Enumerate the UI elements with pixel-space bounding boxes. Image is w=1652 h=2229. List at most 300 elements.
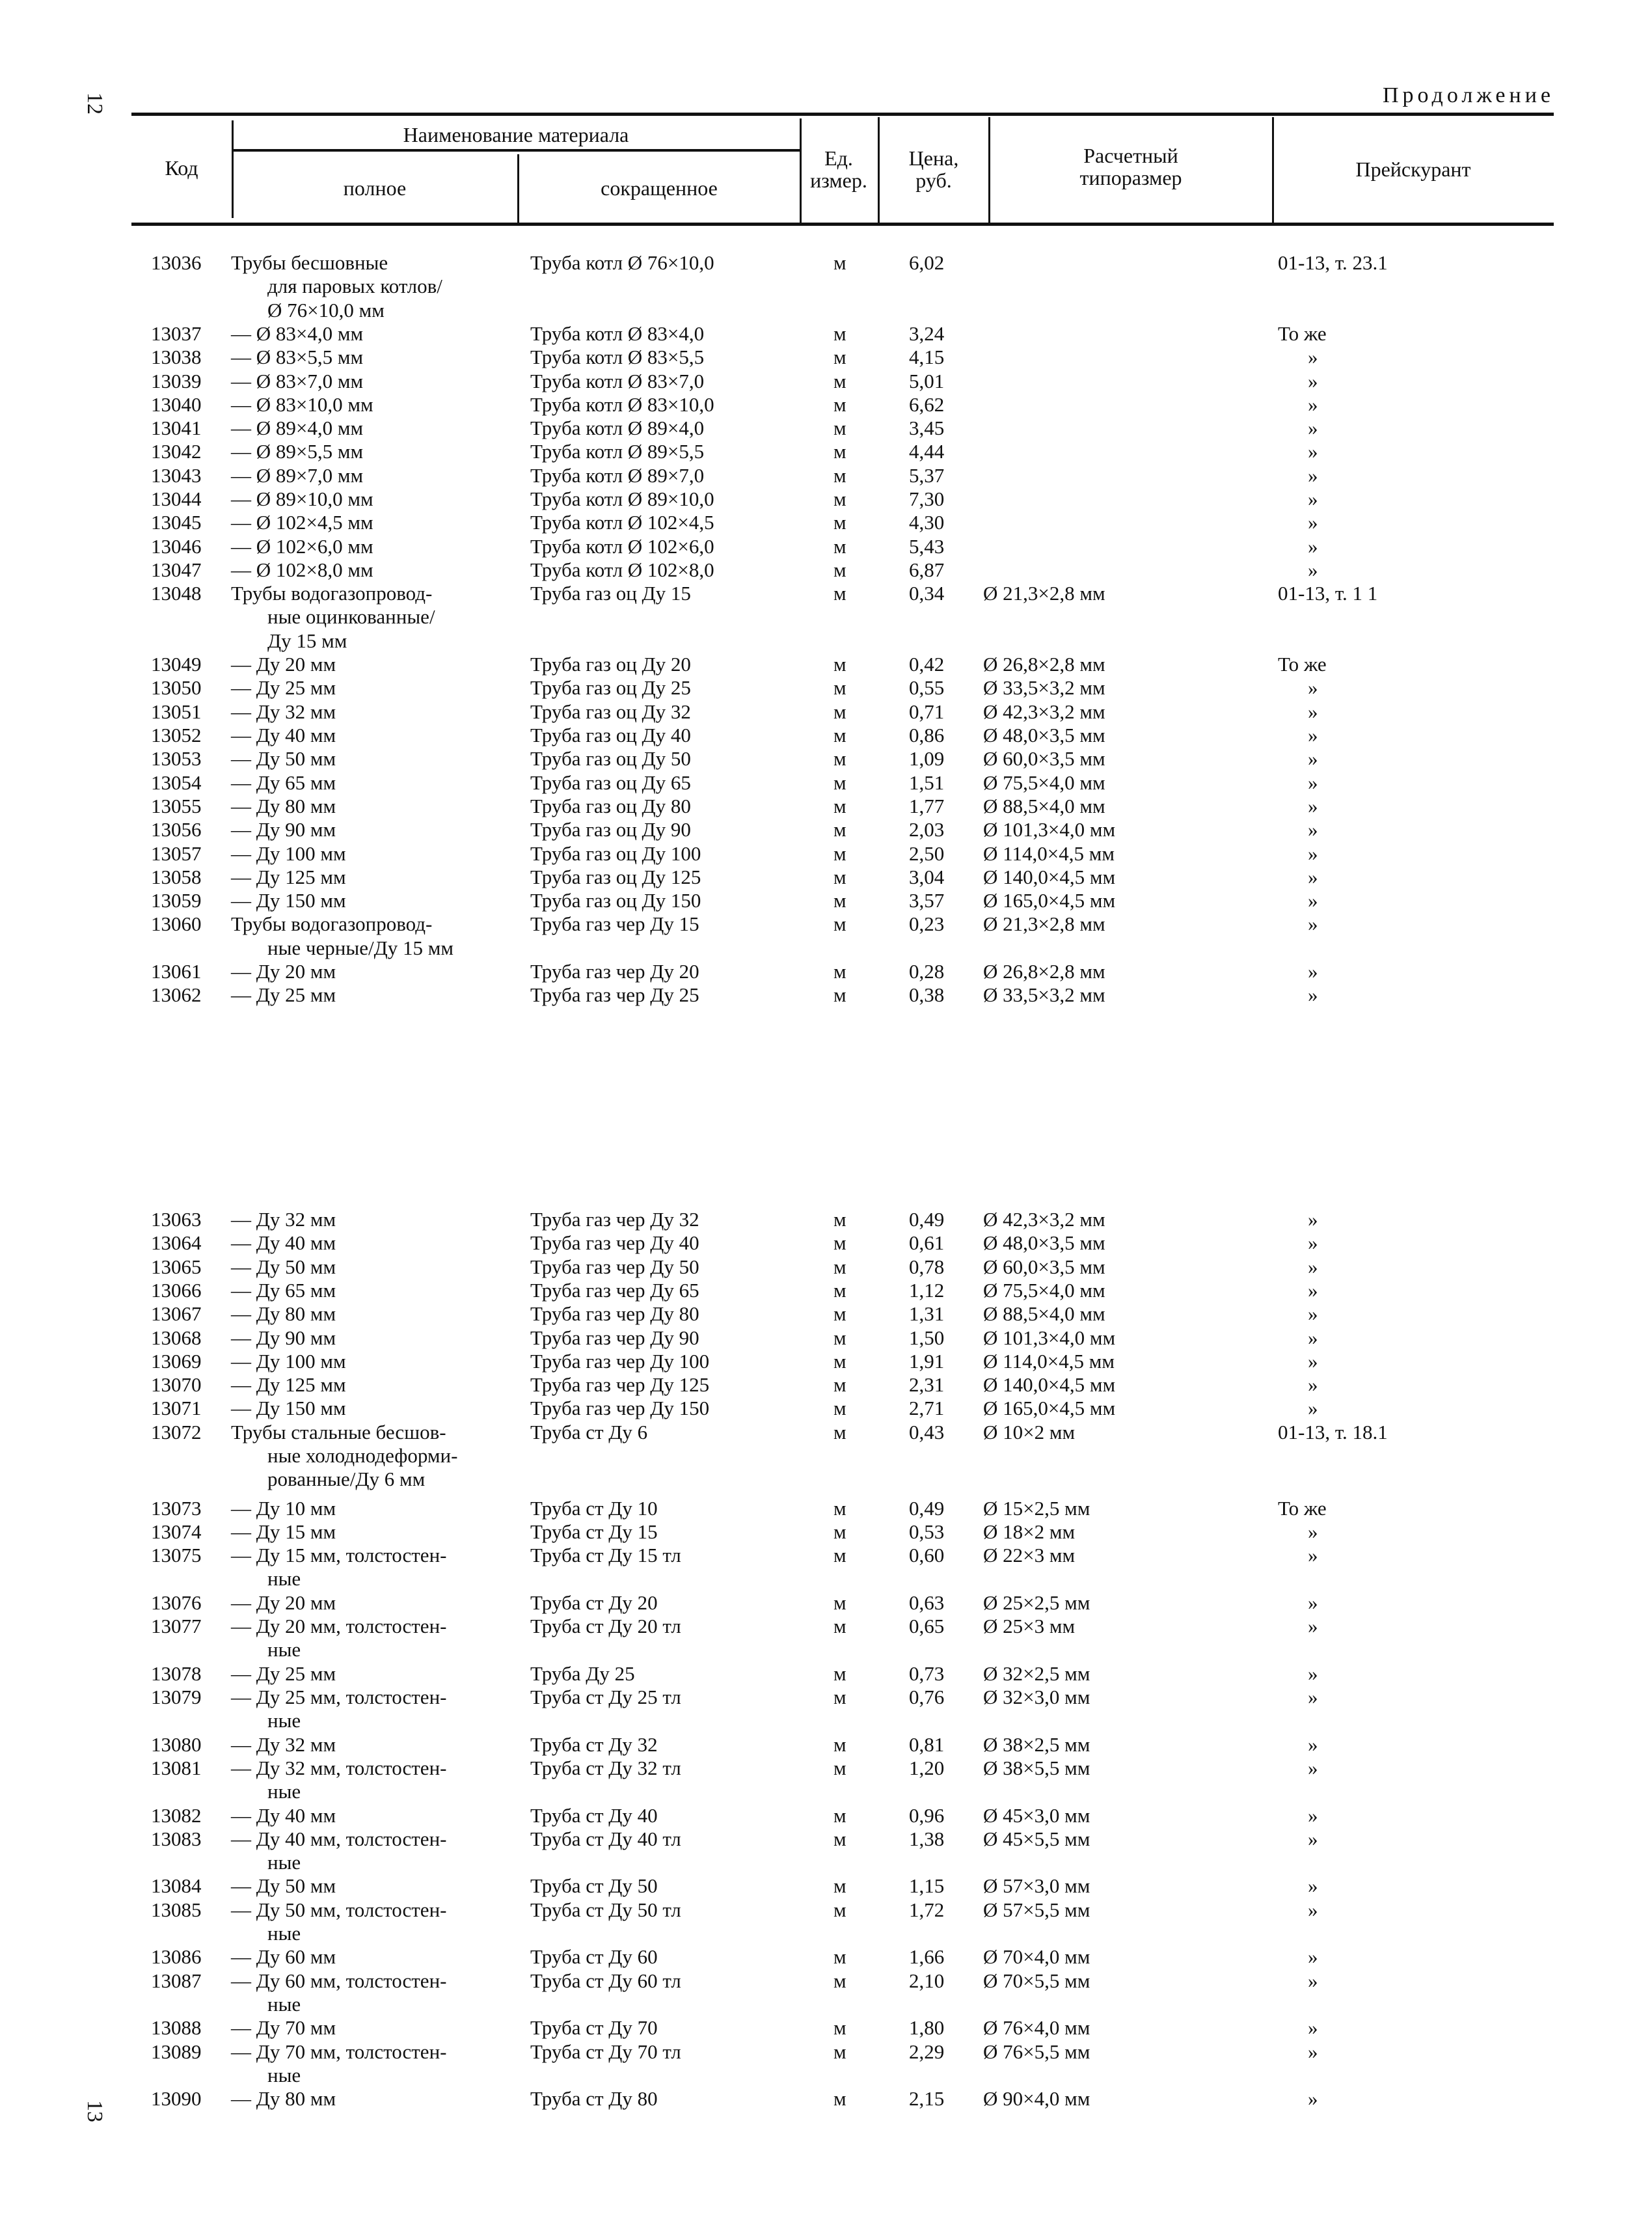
item-full-name [231, 1397, 346, 1420]
full-name-line: — Ø 83×7,0 мм [231, 369, 364, 392]
item-unit: м [833, 1496, 846, 1520]
item-code: 13063 [151, 1208, 202, 1231]
item-pricelist: » [1308, 2040, 1318, 2063]
item-unit: м [833, 1969, 846, 1992]
item-short-name: Труба котл Ø 83×10,0 [530, 392, 714, 416]
full-name-line: — Ду 25 мм [231, 983, 336, 1007]
item-short-name: Труба ст Ду 32 [530, 1732, 658, 1756]
item-size: Ø 70×5,5 мм [983, 1969, 1090, 1992]
item-size: Ø 75,5×4,0 мм [983, 1278, 1105, 1302]
item-pricelist: То же [1278, 653, 1327, 676]
item-full-name [231, 1208, 336, 1231]
item-size: Ø 22×3 мм [983, 1544, 1076, 1567]
item-full-name [231, 771, 336, 795]
item-price: 0,78 [909, 1255, 945, 1278]
item-price: 3,04 [909, 865, 945, 888]
item-code: 13056 [151, 818, 202, 841]
item-price: 0,71 [909, 700, 945, 723]
item-short-name: Труба котл Ø 102×4,5 [530, 511, 714, 534]
item-unit: м [833, 534, 846, 558]
item-short-name: Труба газ оц Ду 90 [530, 818, 691, 841]
item-code: 13047 [151, 558, 202, 581]
item-price: 4,15 [909, 346, 945, 369]
item-size: Ø 101,3×4,0 мм [983, 818, 1116, 841]
item-code: 13066 [151, 1278, 202, 1302]
item-size: Ø 88,5×4,0 мм [983, 794, 1105, 817]
item-short-name: Труба газ чер Ду 150 [530, 1397, 710, 1420]
full-name-line: — Ø 102×8,0 мм [231, 558, 373, 581]
full-name-line: — Ду 25 мм [231, 676, 336, 700]
item-unit: м [833, 1302, 846, 1326]
item-short-name: Труба Ду 25 [530, 1661, 635, 1685]
item-full-name [231, 724, 336, 747]
item-price: 0,73 [909, 1661, 945, 1685]
full-name-line: — Ø 102×6,0 мм [231, 534, 373, 558]
item-full-name [231, 370, 363, 393]
item-code: 13064 [151, 1231, 202, 1255]
full-name-line: — Ду 15 мм, толстостен- [231, 1544, 447, 1567]
item-short-name: Труба газ оц Ду 150 [530, 889, 701, 912]
item-price: 5,01 [909, 369, 945, 392]
full-name-line: — Ду 125 мм [231, 1373, 346, 1397]
item-pricelist: » [1308, 1732, 1318, 1756]
full-name-line: — Ду 50 мм [231, 747, 336, 771]
item-size: Ø 42,3×3,2 мм [983, 1208, 1105, 1231]
full-name-line: ные [267, 2063, 301, 2086]
item-code: 13081 [151, 1756, 202, 1779]
full-name-line: — Ду 70 мм, толстостен- [231, 2040, 447, 2063]
item-size: Ø 33,5×3,2 мм [983, 676, 1105, 700]
item-price: 0,42 [909, 653, 945, 676]
item-short-name: Труба котл Ø 83×5,5 [530, 346, 705, 369]
full-name-line: — Ду 50 мм [231, 1255, 336, 1278]
full-name-line: для паровых котлов/ [267, 275, 442, 298]
item-unit: м [833, 1544, 846, 1567]
item-size: Ø 114,0×4,5 мм [983, 841, 1115, 865]
item-price: 1,51 [909, 771, 945, 794]
item-code: 13054 [151, 771, 202, 794]
item-pricelist: То же [1278, 1496, 1327, 1520]
item-short-name: Труба газ оц Ду 65 [530, 771, 691, 794]
item-full-name [231, 2087, 336, 2111]
item-unit: м [833, 1208, 846, 1231]
item-price: 0,76 [909, 1686, 945, 1708]
item-short-name: Труба котл Ø 89×4,0 [530, 417, 705, 440]
item-unit: м [833, 321, 846, 345]
item-short-name: Труба газ оц Ду 15 [530, 582, 691, 605]
item-size: Ø 76×4,0 мм [983, 2016, 1090, 2040]
item-unit: м [833, 417, 846, 440]
item-pricelist: » [1308, 369, 1318, 392]
item-code: 13087 [151, 1969, 202, 1992]
item-full-name [231, 2040, 446, 2088]
item-price: 3,24 [909, 321, 945, 345]
full-name-line: — Ду 90 мм [231, 818, 336, 841]
full-name-line: ные [267, 1567, 301, 1591]
page-number-bottom: 13 [83, 2100, 107, 2122]
item-size: Ø 57×5,5 мм [983, 1898, 1090, 1921]
item-pricelist: » [1308, 841, 1318, 865]
item-unit: м [833, 1255, 846, 1278]
item-short-name: Труба котл Ø 102×8,0 [530, 558, 714, 581]
item-size: Ø 25×2,5 мм [983, 1591, 1090, 1614]
item-pricelist: » [1308, 771, 1318, 794]
item-size: Ø 15×2,5 мм [983, 1496, 1090, 1520]
full-name-line: — Ду 100 мм [231, 1349, 346, 1373]
item-pricelist: » [1308, 392, 1318, 416]
item-short-name: Труба газ оц Ду 100 [530, 841, 701, 865]
item-code: 13089 [151, 2040, 202, 2063]
item-full-name [231, 866, 346, 889]
item-code: 13067 [151, 1302, 202, 1326]
full-name-line: — Ду 40 мм, толстостен- [231, 1827, 447, 1850]
item-pricelist: » [1308, 912, 1318, 936]
item-short-name: Труба ст Ду 10 [530, 1496, 658, 1520]
item-unit: м [833, 841, 846, 865]
item-unit: м [833, 771, 846, 794]
item-code: 13059 [151, 889, 202, 912]
item-code: 13076 [151, 1591, 202, 1614]
item-code: 13043 [151, 463, 202, 487]
item-full-name [231, 393, 373, 417]
full-name-line: — Ду 65 мм [231, 1278, 336, 1302]
item-size: Ø 165,0×4,5 мм [983, 1397, 1116, 1420]
full-name-line: — Ду 25 мм, толстостен- [231, 1686, 447, 1708]
item-short-name: Труба газ чер Ду 15 [530, 912, 699, 936]
item-unit: м [833, 889, 846, 912]
item-short-name: Труба газ оц Ду 80 [530, 794, 691, 817]
item-full-name [231, 1686, 446, 1733]
item-full-name [231, 1945, 336, 1969]
item-code: 13082 [151, 1803, 202, 1827]
item-short-name: Труба газ чер Ду 25 [530, 983, 699, 1007]
full-name-line: — Ду 80 мм [231, 794, 336, 817]
item-full-name [231, 582, 435, 653]
header-top-rule [131, 113, 1554, 116]
item-pricelist: » [1308, 700, 1318, 723]
item-size: Ø 45×5,5 мм [983, 1827, 1090, 1850]
item-price: 0,38 [909, 983, 945, 1007]
item-short-name: Труба котл Ø 89×7,0 [530, 463, 705, 487]
full-name-line: — Ду 20 мм [231, 1591, 336, 1614]
item-unit: м [833, 1420, 846, 1443]
item-price: 3,45 [909, 417, 945, 440]
item-size: Ø 10×2 мм [983, 1420, 1076, 1443]
item-pricelist: » [1308, 724, 1318, 746]
item-code: 13079 [151, 1686, 202, 1708]
item-short-name: Труба газ чер Ду 20 [530, 960, 699, 983]
full-name-line: — Ду 40 мм [231, 724, 336, 746]
full-name-line: — Ду 32 мм, толстостен- [231, 1756, 447, 1779]
item-short-name: Труба газ чер Ду 100 [530, 1349, 710, 1373]
item-price: 0,43 [909, 1420, 945, 1443]
item-price: 0,49 [909, 1208, 945, 1231]
item-code: 13051 [151, 700, 202, 723]
item-full-name [231, 1874, 336, 1898]
full-name-line: — Ду 40 мм [231, 1231, 336, 1255]
item-short-name: Труба котл Ø 83×4,0 [530, 321, 705, 345]
item-pricelist: » [1308, 1591, 1318, 1614]
full-name-line: — Ду 150 мм [231, 1397, 346, 1420]
item-code: 13068 [151, 1326, 202, 1349]
full-name-line: — Ду 15 мм [231, 1520, 336, 1543]
item-unit: м [833, 1520, 846, 1543]
item-size: Ø 60,0×3,5 мм [983, 747, 1105, 771]
item-price: 0,81 [909, 1732, 945, 1756]
full-name-line: — Ду 90 мм [231, 1326, 336, 1349]
item-code: 13075 [151, 1544, 202, 1567]
item-code: 13038 [151, 346, 202, 369]
item-full-name [231, 676, 336, 700]
item-unit: м [833, 1397, 846, 1420]
item-full-name [231, 1827, 446, 1875]
item-short-name: Труба ст Ду 20 тл [530, 1615, 681, 1638]
item-size: Ø 75,5×4,0 мм [983, 771, 1105, 794]
header-name-group: Наименование материала [403, 123, 629, 146]
full-name-line: — Ду 150 мм [231, 889, 346, 912]
header-pricelist: Прейскурант [1355, 157, 1471, 181]
item-size: Ø 70×4,0 мм [983, 1945, 1090, 1969]
full-name-line: — Ду 80 мм [231, 1302, 336, 1326]
item-price: 1,72 [909, 1898, 945, 1921]
item-price: 1,50 [909, 1326, 945, 1349]
header-price-line2: руб. [915, 169, 952, 192]
item-short-name: Труба газ оц Ду 125 [530, 865, 701, 888]
item-price: 0,28 [909, 960, 945, 983]
item-full-name [231, 558, 373, 582]
item-unit: м [833, 794, 846, 817]
full-name-line: — Ду 100 мм [231, 841, 346, 865]
item-unit: м [833, 700, 846, 723]
item-pricelist: » [1308, 1756, 1318, 1779]
item-price: 2,71 [909, 1397, 945, 1420]
full-name-line: — Ду 32 мм [231, 1208, 336, 1231]
item-pricelist: » [1308, 1661, 1318, 1685]
item-short-name: Труба ст Ду 15 [530, 1520, 658, 1543]
item-full-name [231, 700, 336, 724]
item-full-name [231, 251, 442, 322]
item-unit: м [833, 1278, 846, 1302]
item-short-name: Труба котл Ø 76×10,0 [530, 251, 714, 274]
item-unit: м [833, 912, 846, 936]
item-unit: м [833, 1373, 846, 1397]
item-full-name [231, 818, 336, 841]
item-pricelist: » [1308, 487, 1318, 510]
item-full-name [231, 1421, 457, 1492]
item-short-name: Труба газ чер Ду 50 [530, 1255, 699, 1278]
full-name-line: — Ду 125 мм [231, 865, 346, 888]
item-unit: м [833, 747, 846, 771]
item-pricelist: » [1308, 1397, 1318, 1420]
item-size: Ø 18×2 мм [983, 1520, 1076, 1543]
item-pricelist: » [1308, 1255, 1318, 1278]
item-full-name [231, 1231, 336, 1255]
full-name-line: рованные/Ду 6 мм [267, 1468, 426, 1491]
item-price: 1,12 [909, 1278, 945, 1302]
item-full-name [231, 2016, 336, 2040]
item-pricelist: » [1308, 1898, 1318, 1921]
item-full-name [231, 889, 346, 912]
item-short-name: Труба газ оц Ду 25 [530, 676, 691, 700]
item-short-name: Труба газ чер Ду 125 [530, 1373, 710, 1397]
item-code: 13078 [151, 1661, 202, 1685]
item-full-name [231, 1302, 336, 1326]
item-short-name: Труба газ оц Ду 50 [530, 747, 691, 771]
item-pricelist: » [1308, 417, 1318, 440]
header-code: Код [165, 156, 198, 180]
header-bottom-rule [131, 223, 1554, 226]
item-unit: м [833, 865, 846, 888]
item-code: 13080 [151, 1732, 202, 1756]
item-pricelist: » [1308, 794, 1318, 817]
item-pricelist: » [1308, 1231, 1318, 1255]
item-size: Ø 32×2,5 мм [983, 1661, 1090, 1685]
item-short-name: Труба ст Ду 50 [530, 1874, 658, 1898]
item-pricelist: То же [1278, 321, 1327, 345]
full-name-line: — Ду 32 мм [231, 700, 336, 723]
item-pricelist: » [1308, 747, 1318, 771]
item-code: 13072 [151, 1420, 202, 1443]
item-short-name: Труба ст Ду 25 тл [530, 1686, 681, 1708]
item-unit: м [833, 818, 846, 841]
item-pricelist: » [1308, 1803, 1318, 1827]
item-short-name: Труба ст Ду 15 тл [530, 1544, 681, 1567]
item-short-name: Труба ст Ду 60 тл [530, 1969, 681, 1992]
full-name-line: Ду 15 мм [267, 629, 347, 652]
item-full-name [231, 795, 336, 818]
item-pricelist: » [1308, 1686, 1318, 1708]
item-pricelist: » [1308, 983, 1318, 1007]
item-pricelist: » [1308, 463, 1318, 487]
full-name-line: — Ду 40 мм [231, 1803, 336, 1827]
full-name-line: ные [267, 1921, 301, 1945]
full-name-line: — Ду 70 мм [231, 2016, 336, 2040]
item-short-name: Труба ст Ду 80 [530, 2087, 658, 2111]
item-full-name [231, 1662, 336, 1686]
item-code: 13052 [151, 724, 202, 746]
item-price: 4,30 [909, 511, 945, 534]
full-name-line: ные холоднодеформи- [267, 1443, 458, 1467]
item-pricelist: 01-13, т. 1 1 [1278, 582, 1378, 605]
item-size: Ø 45×3,0 мм [983, 1803, 1090, 1827]
item-short-name: Труба ст Ду 50 тл [530, 1898, 681, 1921]
item-short-name: Труба ст Ду 20 [530, 1591, 658, 1614]
item-price: 2,50 [909, 841, 945, 865]
item-unit: м [833, 1803, 846, 1827]
item-unit: м [833, 1732, 846, 1756]
item-code: 13041 [151, 417, 202, 440]
item-full-name [231, 535, 373, 558]
item-short-name: Труба котл Ø 89×10,0 [530, 487, 714, 510]
item-code: 13037 [151, 321, 202, 345]
item-pricelist: » [1308, 1373, 1318, 1397]
item-price: 6,87 [909, 558, 945, 581]
item-code: 13069 [151, 1349, 202, 1373]
item-size: Ø 48,0×3,5 мм [983, 1231, 1105, 1255]
item-price: 0,34 [909, 582, 945, 605]
full-name-line: — Ду 60 мм, толстостен- [231, 1969, 447, 1992]
item-price: 1,38 [909, 1827, 945, 1850]
item-short-name: Труба газ чер Ду 40 [530, 1231, 699, 1255]
item-short-name: Труба ст Ду 40 [530, 1803, 658, 1827]
item-code: 13085 [151, 1898, 202, 1921]
full-name-line: — Ø 83×10,0 мм [231, 392, 373, 416]
item-code: 13061 [151, 960, 202, 983]
item-size: Ø 57×3,0 мм [983, 1874, 1090, 1898]
item-code: 13058 [151, 865, 202, 888]
item-unit: м [833, 2087, 846, 2111]
page-number-top: 12 [83, 92, 107, 115]
item-size: Ø 48,0×3,5 мм [983, 724, 1105, 746]
item-code: 13074 [151, 1520, 202, 1543]
item-full-name [231, 1733, 336, 1757]
item-full-name [231, 417, 363, 440]
item-price: 7,30 [909, 487, 945, 510]
header-size-line2: типоразмер [1079, 166, 1182, 189]
item-full-name [231, 1497, 336, 1520]
item-price: 6,62 [909, 392, 945, 416]
full-name-line: ные [267, 1709, 301, 1732]
item-code: 13088 [151, 2016, 202, 2040]
item-full-name [231, 1326, 336, 1350]
item-pricelist: » [1308, 1302, 1318, 1326]
item-unit: м [833, 1686, 846, 1708]
full-name-line: ные [267, 1851, 301, 1874]
item-code: 13090 [151, 2087, 202, 2111]
item-code: 13044 [151, 487, 202, 510]
item-full-name [231, 511, 373, 534]
item-pricelist: » [1308, 2087, 1318, 2111]
item-size: Ø 165,0×4,5 мм [983, 889, 1116, 912]
item-size: Ø 25×3 мм [983, 1615, 1076, 1638]
item-price: 0,60 [909, 1544, 945, 1567]
item-code: 13065 [151, 1255, 202, 1278]
item-size: Ø 38×5,5 мм [983, 1756, 1090, 1779]
item-unit: м [833, 960, 846, 983]
full-name-line: — Ø 89×10,0 мм [231, 487, 373, 510]
item-full-name [231, 1350, 346, 1373]
item-price: 0,61 [909, 1231, 945, 1255]
item-code: 13049 [151, 653, 202, 676]
item-price: 2,03 [909, 818, 945, 841]
item-unit: м [833, 1874, 846, 1898]
item-pricelist: » [1308, 818, 1318, 841]
item-short-name: Труба котл Ø 89×5,5 [530, 440, 705, 463]
full-name-line: Трубы водогазопровод- [231, 582, 433, 605]
item-code: 13086 [151, 1945, 202, 1969]
item-price: 0,23 [909, 912, 945, 936]
full-name-line: — Ду 20 мм [231, 960, 336, 983]
header-short: сокращенное [601, 176, 718, 200]
item-code: 13070 [151, 1373, 202, 1397]
full-name-line: Трубы бесшовные [231, 251, 388, 274]
item-short-name: Труба газ оц Ду 32 [530, 700, 691, 723]
item-price: 2,15 [909, 2087, 945, 2111]
item-short-name: Труба ст Ду 70 [530, 2016, 658, 2040]
item-full-name [231, 1969, 446, 2017]
item-pricelist: » [1308, 346, 1318, 369]
item-unit: м [833, 487, 846, 510]
item-code: 13062 [151, 983, 202, 1007]
item-code: 13045 [151, 511, 202, 534]
item-price: 1,80 [909, 2016, 945, 2040]
item-pricelist: » [1308, 1874, 1318, 1898]
full-name-line: — Ø 102×4,5 мм [231, 511, 373, 534]
item-full-name [231, 842, 346, 866]
item-code: 13046 [151, 534, 202, 558]
full-name-line: ные оцинкованные/ [267, 605, 435, 629]
item-code: 13071 [151, 1397, 202, 1420]
